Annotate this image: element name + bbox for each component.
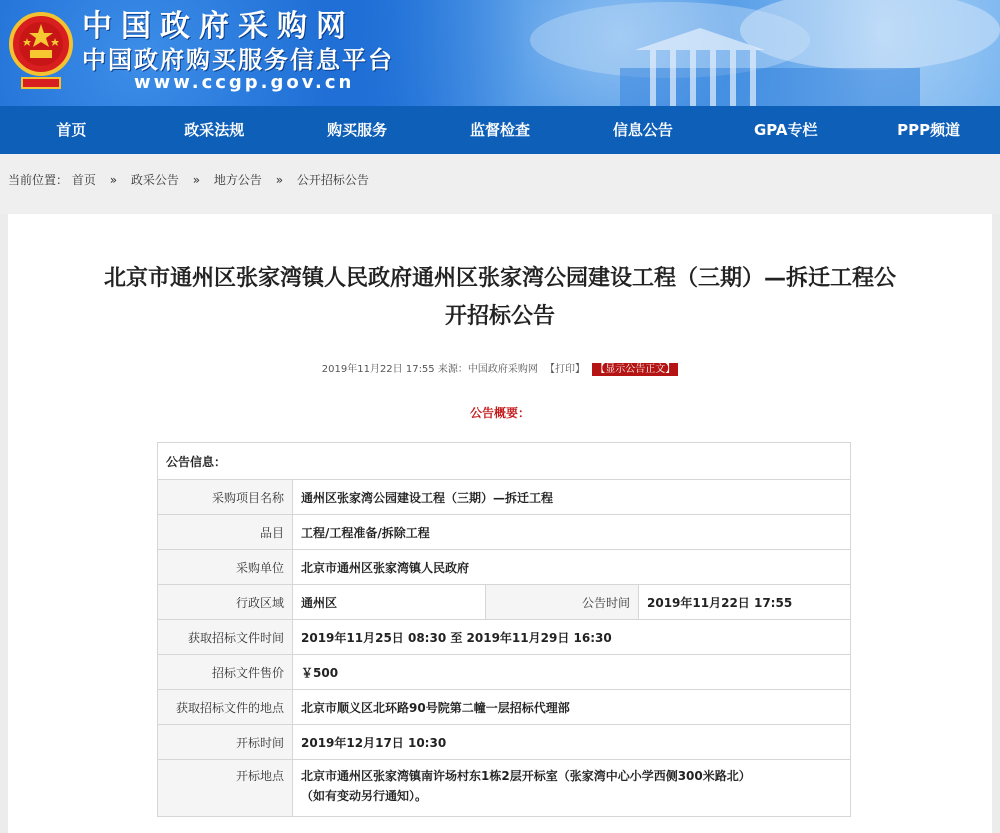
breadcrumb-separator: » (192, 173, 201, 187)
doc-price-value: ￥500 (293, 655, 851, 690)
article-title-line2: 开招标公告 (444, 304, 555, 329)
table-row (158, 690, 851, 725)
table-row (158, 760, 851, 817)
region-value: 通州区 (293, 585, 486, 620)
region-label: 行政区域 (158, 585, 293, 620)
buyer-label: 采购单位 (158, 550, 293, 585)
article-title-line1: 北京市通州区张家湾镇人民政府通州区张家湾公园建设工程（三期）—拆迁工程公 (103, 266, 896, 291)
breadcrumb (0, 154, 1000, 214)
breadcrumb-local-notices[interactable]: 地方公告 (213, 173, 262, 187)
table-row (158, 515, 851, 550)
article-title (8, 260, 992, 336)
nav-home[interactable]: 首页 (56, 121, 87, 139)
table-heading: 公告信息： (158, 443, 851, 480)
buyer-value: 北京市通州区张家湾镇人民政府 (293, 550, 851, 585)
open-place-line1: 北京市通州区张家湾镇南许场村东1栋2层开标室（张家湾中心小学西侧300米路北） (301, 769, 751, 783)
notice-time-label: 公告时间 (486, 585, 639, 620)
table-row (158, 585, 851, 620)
nav-regulations[interactable]: 政采法规 (184, 121, 245, 139)
article-meta (8, 360, 992, 375)
doc-price-label: 招标文件售价 (158, 655, 293, 690)
project-name-value: 通州区张家湾公园建设工程（三期）—拆迁工程 (293, 480, 851, 515)
nav-supervision[interactable]: 监督检查 (470, 121, 531, 139)
summary-heading: 公告概要： (469, 406, 530, 420)
article-date: 2019年11月22日 17:55 (321, 364, 435, 375)
show-body-button[interactable]: 【显示公告正文】 (592, 363, 678, 376)
notice-info-table (157, 442, 851, 817)
doc-time-label: 获取招标文件时间 (158, 620, 293, 655)
nav-announcements[interactable]: 信息公告 (612, 121, 673, 139)
doc-place-label: 获取招标文件的地点 (158, 690, 293, 725)
table-row (158, 550, 851, 585)
breadcrumb-label: 当前位置： (8, 173, 69, 187)
breadcrumb-separator: » (275, 173, 284, 187)
nav-purchase-services[interactable]: 购买服务 (327, 121, 388, 139)
table-row (158, 655, 851, 690)
nav-gpa[interactable]: GPA专栏 (753, 121, 818, 139)
print-link[interactable]: 【打印】 (545, 364, 586, 375)
banner-decoration (420, 0, 1000, 106)
site-banner (0, 0, 1000, 106)
breadcrumb-open-tender[interactable]: 公开招标公告 (296, 173, 369, 187)
doc-place-value: 北京市顺义区北环路90号院第二幢一层招标代理部 (293, 690, 851, 725)
open-time-value: 2019年12月17日 10:30 (293, 725, 851, 760)
doc-time-value: 2019年11月25日 08:30 至 2019年11月29日 16:30 (293, 620, 851, 655)
category-label: 品目 (158, 515, 293, 550)
site-url: www.ccgp.gov.cn (134, 72, 355, 93)
site-title: 中国政府采购网 (82, 9, 355, 44)
open-time-label: 开标时间 (158, 725, 293, 760)
open-place-line2: （如有变动另行通知）。 (301, 789, 428, 803)
breadcrumb-home[interactable]: 首页 (71, 173, 96, 187)
breadcrumb-procurement-notices[interactable]: 政采公告 (130, 173, 179, 187)
article-panel (8, 214, 992, 833)
table-row (158, 620, 851, 655)
nav-ppp[interactable]: PPP频道 (897, 121, 961, 139)
article-source: 来源：中国政府采购网 (437, 364, 538, 375)
site-subtitle: 中国政府购买服务信息平台 (82, 46, 394, 74)
category-value: 工程/工程准备/拆除工程 (293, 515, 851, 550)
national-emblem-icon (8, 8, 74, 96)
project-name-label: 采购项目名称 (158, 480, 293, 515)
table-row (158, 480, 851, 515)
open-place-label: 开标地点 (158, 760, 293, 817)
notice-time-value: 2019年11月22日 17:55 (639, 585, 851, 620)
breadcrumb-separator: » (109, 173, 118, 187)
open-place-value (293, 760, 851, 817)
table-row (158, 725, 851, 760)
